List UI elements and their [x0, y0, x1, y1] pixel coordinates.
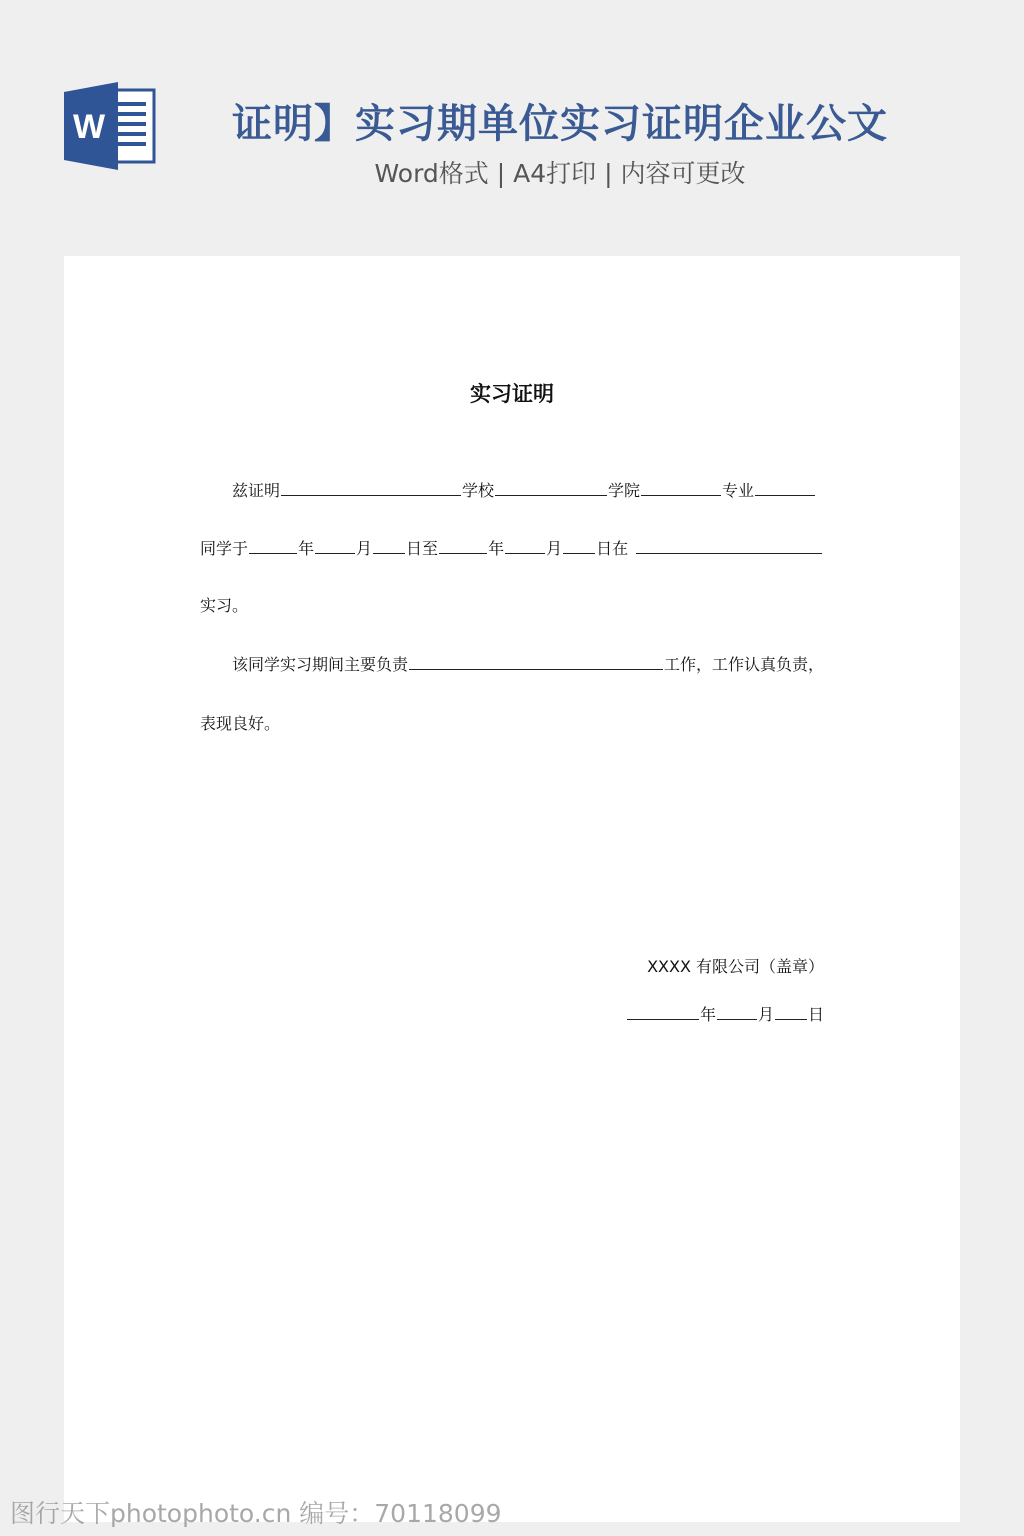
blank-start-year[interactable]: [249, 538, 297, 554]
text: 学校: [462, 481, 495, 500]
paragraph-2-line-2: 表现良好。: [200, 714, 281, 733]
blank-start-day[interactable]: [373, 538, 405, 554]
text: 年: [699, 1005, 716, 1024]
word-doc-icon: [64, 82, 156, 170]
blank-start-month[interactable]: [315, 538, 355, 554]
text: 月: [757, 1005, 774, 1024]
blank-duties[interactable]: [409, 654, 663, 670]
text: 该同学实习期间主要负责: [232, 655, 409, 674]
company-signature: XXXX 有限公司（盖章）: [647, 957, 824, 976]
blank-company[interactable]: [636, 538, 822, 554]
page-subtitle: Word格式 | A4打印 | 内容可更改: [374, 159, 746, 188]
text: 专业: [722, 481, 755, 500]
text: 月: [356, 539, 373, 558]
blank-end-year[interactable]: [439, 538, 487, 554]
paragraph-2-line-1: [232, 654, 824, 675]
text: 月: [546, 539, 563, 558]
blank-end-day[interactable]: [563, 538, 595, 554]
page-title: 证明】实习期单位实习证明企业公文: [232, 101, 888, 147]
paragraph-1-line-2: [200, 538, 823, 559]
document-page: [64, 256, 960, 1522]
blank-sign-day[interactable]: [775, 1004, 807, 1020]
text: 日: [807, 1005, 824, 1024]
paragraph-1-line-3: 实习。: [200, 596, 249, 615]
text: 同学于: [200, 539, 249, 558]
blank-major[interactable]: [755, 480, 815, 496]
blank-sign-month[interactable]: [717, 1004, 757, 1020]
blank-end-month[interactable]: [505, 538, 545, 554]
logo-letter: W: [72, 108, 106, 146]
document-title: 实习证明: [470, 382, 554, 406]
text: 兹证明: [232, 481, 281, 500]
text: 工作，工作认真负责，: [664, 655, 825, 674]
paragraph-1-line-1: [232, 480, 816, 501]
header: [0, 0, 1024, 230]
text: 日在: [596, 539, 629, 558]
signature-date: [626, 1002, 824, 1025]
text: 年: [298, 539, 315, 558]
text: 学院: [608, 481, 641, 500]
blank-sign-year[interactable]: [627, 1004, 699, 1020]
blank-college[interactable]: [641, 480, 721, 496]
text: 年: [488, 539, 505, 558]
text: 日至: [406, 539, 439, 558]
blank-school[interactable]: [495, 480, 607, 496]
blank-name[interactable]: [281, 480, 461, 496]
watermark: 图行天下photophoto.cn 编号：70118099: [10, 1499, 502, 1528]
